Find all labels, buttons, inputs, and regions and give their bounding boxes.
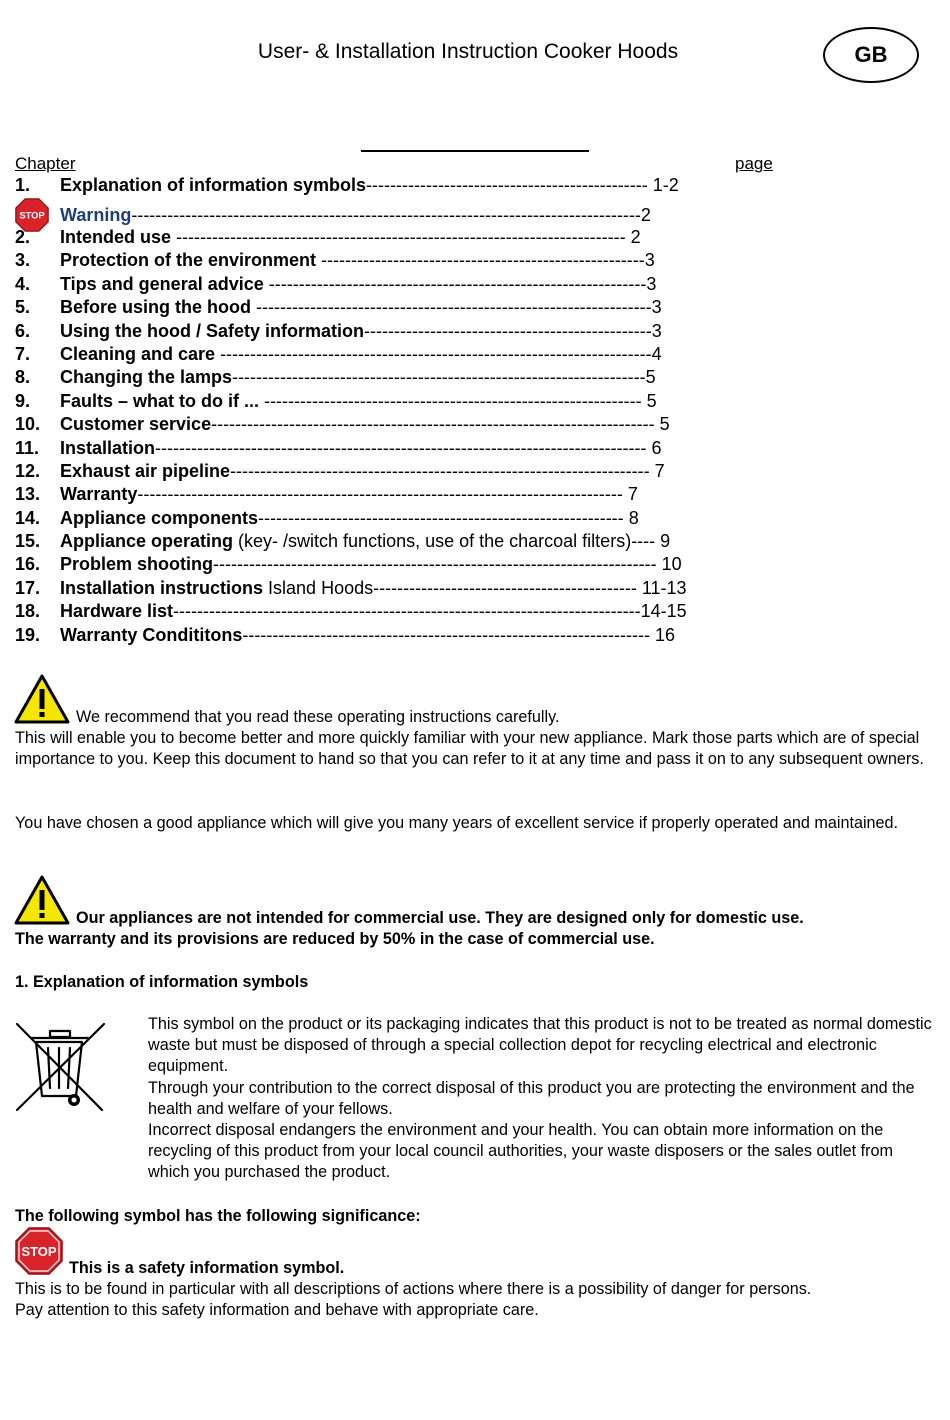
toc-row <box>15 366 805 389</box>
stop-sign-icon <box>15 1227 63 1275</box>
warning-triangle-icon <box>14 674 70 724</box>
toc-number: 4. <box>15 273 31 294</box>
toc-row <box>15 174 805 200</box>
toc-page: 6 <box>646 437 662 458</box>
toc-title-extra: Island Hoods <box>263 577 374 598</box>
toc-leader: ------------------------------------------------------ <box>316 250 645 271</box>
toc-page: 2 <box>640 205 651 225</box>
toc-leader: --------------------------------------------------------------- <box>263 273 647 294</box>
toc-page: 10 <box>656 554 682 575</box>
toc-number: 17. <box>15 577 41 598</box>
toc-title: Using the hood / Safety information <box>60 320 365 341</box>
toc-row <box>15 249 805 272</box>
intro-recommend: We recommend that you read these operating instructions carefully. <box>76 708 560 726</box>
toc-row <box>15 483 805 506</box>
toc-number: 15. <box>15 531 41 552</box>
toc-row <box>15 507 805 530</box>
toc-number: 2. <box>15 227 31 247</box>
toc-page: 3 <box>644 250 655 271</box>
toc-title: Protection of the environment <box>60 250 317 271</box>
toc-row <box>15 413 805 436</box>
toc-leader: ------------------------------------------------------------------------------------- <box>131 205 641 225</box>
weee-paragraph-1: This symbol on the product or its packaging indicates that this product is not to be treated as normal domestic waste but must be disposed of through a special collection depot for recycling electrical and electronic equipment. <box>148 1015 932 1076</box>
toc-title: Before using the hood <box>60 297 251 318</box>
intro-paragraph-2: You have chosen a good appliance which will give you many years of excellent service if properly operated and maintained. <box>15 814 899 832</box>
toc-page: 11-13 <box>636 577 687 598</box>
toc-row <box>15 624 805 647</box>
toc-page: 1-2 <box>647 175 679 195</box>
toc-title: Problem shooting <box>60 554 213 575</box>
toc-leader: -------------------------------------------------------------------------- <box>213 554 657 575</box>
weee-paragraph-2: Through your contribution to the correct disposal of this product you are protecting the environment and the health and welfare of your fellows. <box>148 1079 915 1119</box>
toc-page: 3 <box>651 320 662 341</box>
toc-leader: ------------------------------------------------ <box>364 320 652 341</box>
toc-number: 18. <box>15 601 41 622</box>
toc-title: Warranty Condititons <box>60 624 243 645</box>
toc-leader: --------------------------------------------------------------- <box>259 390 642 411</box>
toc-leader: -------------------------------------------------------------------- <box>242 624 650 645</box>
toc-row <box>15 600 805 623</box>
toc-page: 8 <box>623 507 639 528</box>
stop-sign-text: STOP <box>19 210 45 221</box>
toc-title: Tips and general advice <box>60 273 264 294</box>
toc-title: Installation <box>60 437 156 458</box>
toc-leader: ---------------------------------------------------------------------------------- <box>155 437 647 458</box>
toc-leader: ------------------------------------------------------------------------ <box>215 343 652 364</box>
symbol-heading: The following symbol has the following significance: <box>15 1207 421 1225</box>
toc-title: Explanation of information symbols <box>60 175 367 195</box>
toc-page: 16 <box>649 624 675 645</box>
toc-row <box>15 530 805 553</box>
toc-page: 7 <box>622 484 638 505</box>
toc-title: Intended use <box>60 227 172 247</box>
toc-leader: --------------------------------------------------------------------- <box>232 367 646 388</box>
toc-chapter-label: Chapter <box>15 154 76 173</box>
toc-page: 7 <box>649 460 665 481</box>
warning-triangle-icon <box>14 875 70 925</box>
intro-paragraph: This will enable you to become better and more quickly familiar with your new appliance. Mark those parts which are of special importance to you. Keep this document to hand so that you can refer to it at any time and pass it on to any subsequent owners. <box>15 729 924 769</box>
toc-title: Appliance components <box>60 507 259 528</box>
toc-number: 16. <box>15 554 41 575</box>
toc-title: Hardware list <box>60 601 174 622</box>
toc-row <box>15 320 805 343</box>
toc-row <box>15 460 805 483</box>
section-heading: 1. Explanation of information symbols <box>15 973 309 991</box>
toc-title: Installation instructions <box>60 577 264 598</box>
toc-row <box>15 553 805 576</box>
toc-number: 11. <box>15 437 40 458</box>
toc-title: Exhaust air pipeline <box>60 460 231 481</box>
toc-title: Warranty <box>60 484 138 505</box>
toc-title: Appliance operating <box>60 531 234 552</box>
toc-row <box>15 437 805 460</box>
toc-page: 3 <box>646 273 657 294</box>
toc-row-warning <box>15 200 805 226</box>
toc-row <box>15 226 805 249</box>
toc-page: 5 <box>641 390 657 411</box>
toc-page: 5 <box>645 367 656 388</box>
toc-row <box>15 343 805 366</box>
toc-title-extra: (key- /switch functions, use of the charcoal filters) <box>233 531 632 552</box>
toc-number: 19. <box>15 624 41 645</box>
toc-page: 9 <box>655 531 671 552</box>
toc-leader: ------------------------------------------------------------------------------ <box>173 601 641 622</box>
toc-number: 8. <box>15 367 31 388</box>
toc-leader: -------------------------------------------------------------------------- <box>211 414 655 435</box>
toc-title: Customer service <box>60 414 212 435</box>
toc-page-label: page <box>735 154 773 173</box>
toc-leader: ---- <box>631 531 656 552</box>
toc-leader: ----------------------------------------------- <box>366 175 648 195</box>
toc-number: 1. <box>15 175 31 195</box>
symbol-caption: This is a safety information symbol. <box>69 1259 345 1277</box>
toc-page: 5 <box>654 414 670 435</box>
symbol-text-2: Pay attention to this safety information and behave with appropriate care. <box>15 1301 539 1319</box>
toc-title: Cleaning and care <box>60 343 216 364</box>
toc-row <box>15 577 805 600</box>
table-of-contents <box>15 174 805 647</box>
toc-leader: -------------------------------------------- <box>373 577 637 598</box>
toc-page: 4 <box>651 343 662 364</box>
toc-number: 12. <box>15 460 41 481</box>
toc-row <box>15 296 805 319</box>
country-badge: GB <box>823 27 919 83</box>
toc-leader: ------------------------------------------------------------------ <box>251 297 652 318</box>
toc-number: 3. <box>15 250 31 271</box>
document-title: User- & Installation Instruction Cooker Hoods <box>257 40 679 63</box>
symbol-text-1: This is to be found in particular with all descriptions of actions where there is a possibility of danger for persons. <box>15 1280 812 1298</box>
toc-page: 2 <box>625 227 641 247</box>
toc-page: 14-15 <box>640 601 687 622</box>
toc-page: 3 <box>651 297 662 318</box>
toc-number: 9. <box>15 390 31 411</box>
toc-number: 5. <box>15 297 31 318</box>
toc-number: 14. <box>15 507 41 528</box>
toc-row <box>15 273 805 296</box>
toc-title: Warning <box>60 205 132 225</box>
toc-leader: --------------------------------------------------------------------------- <box>171 227 626 247</box>
toc-leader: ---------------------------------------------------------------------- <box>230 460 650 481</box>
toc-number: 13. <box>15 484 41 505</box>
toc-title: Faults – what to do if ... <box>60 390 260 411</box>
toc-row <box>15 390 805 413</box>
commercial-warranty: The warranty and its provisions are reduced by 50% in the case of commercial use. <box>15 930 655 948</box>
toc-leader: --------------------------------------------------------------------------------- <box>137 484 623 505</box>
toc-number: 6. <box>15 320 31 341</box>
weee-paragraph-3: Incorrect disposal endangers the environment and your health. You can obtain more information on the recycling of this product from your local council authorities, your waste disposers or the sales outlet from which you purchased the product. <box>148 1121 893 1182</box>
header-rule <box>361 150 589 152</box>
crossed-out-wheelie-bin-icon <box>12 1018 108 1114</box>
toc-leader: ------------------------------------------------------------- <box>258 507 624 528</box>
toc-number: 7. <box>15 343 31 364</box>
stop-sign-text: STOP <box>21 1244 57 1259</box>
commercial-warning: Our appliances are not intended for commercial use. They are designed only for domestic use. <box>76 909 804 927</box>
toc-title: Changing the lamps <box>60 367 233 388</box>
toc-number: 10. <box>15 414 41 435</box>
